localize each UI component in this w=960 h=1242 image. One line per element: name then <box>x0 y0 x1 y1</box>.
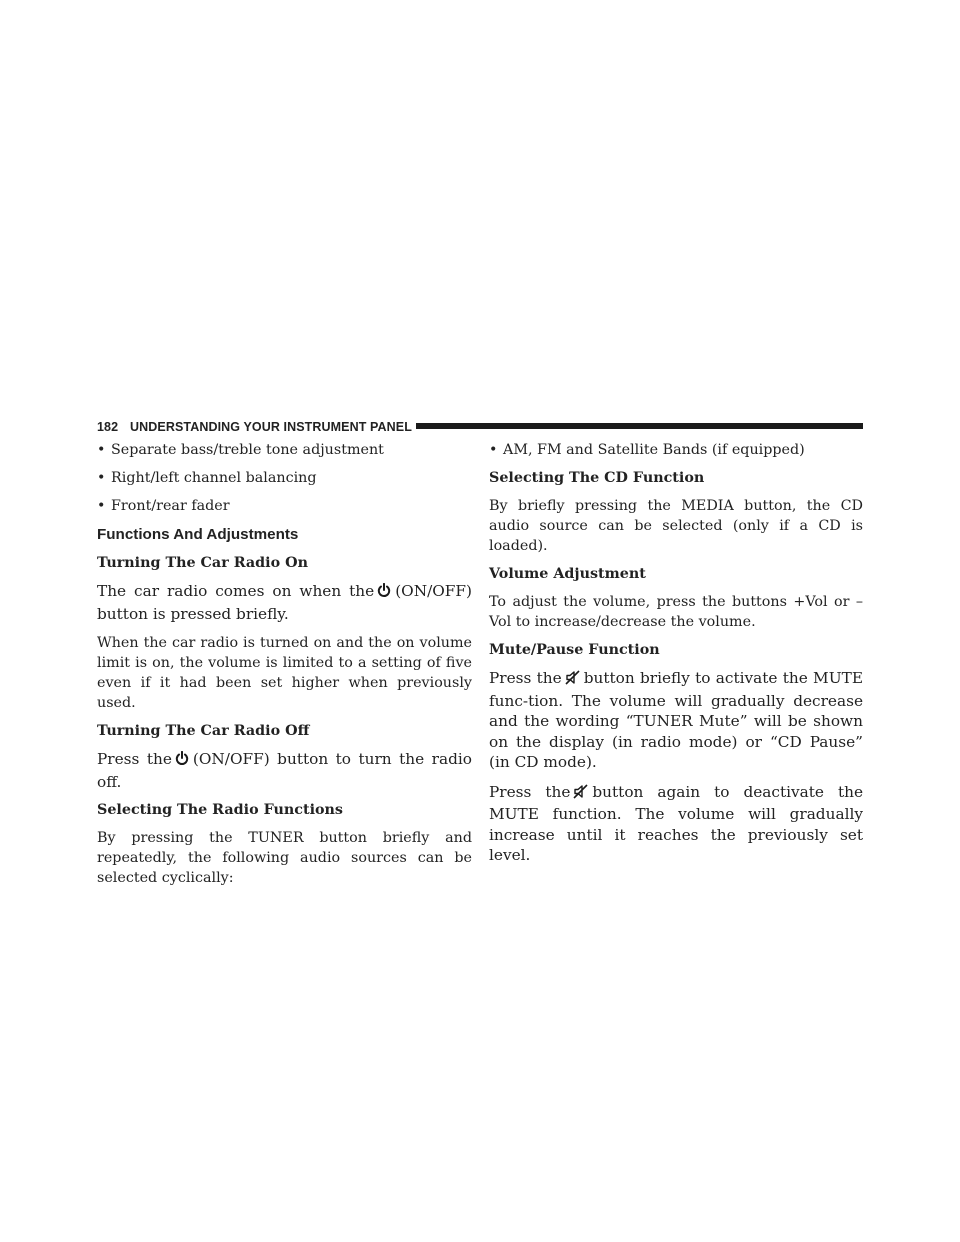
mute-text-before: Press the <box>489 669 562 687</box>
turn-on-volume-paragraph: When the car radio is turned on and the on volume limit is on, the volume is limited to a setting of five even if it had been set higher when previously used. <box>97 635 472 711</box>
cd-heading: Selecting The CD Function <box>489 470 705 486</box>
turn-on-text-after: (ON/OFF) button is pressed briefly. <box>97 582 472 623</box>
header-title: UNDERSTANDING YOUR INSTRUMENT PANEL <box>130 420 412 434</box>
turn-off-text-before: Press the <box>97 750 172 768</box>
volume-heading: Volume Adjustment <box>489 566 646 582</box>
right-column <box>489 441 863 875</box>
list-item <box>97 469 472 488</box>
list-item-text: AM, FM and Satellite Bands (if equipped) <box>503 442 805 458</box>
radio-functions-paragraph: By pressing the TUNER button briefly and repeatedly, the following audio sources can be selected cyclically: <box>97 830 472 886</box>
page-number: 182 <box>97 420 119 434</box>
volume-paragraph: To adjust the volume, press the buttons +Vol or –Vol to increase/decrease the volume. <box>489 594 863 630</box>
power-icon <box>175 751 189 772</box>
mute-text-after: button briefly to activate the MUTE func-tion. The volume will gradually decrease and the wording “TUNER Mute” will be shown on the display (in radio mode) or “CD Pause” (in CD mode). <box>489 669 863 771</box>
turn-off-heading: Turning The Car Radio Off <box>97 723 310 739</box>
section-heading: Functions And Adjustments <box>97 526 299 543</box>
list-item-text: Right/left channel balancing <box>111 470 317 486</box>
cd-paragraph: By briefly pressing the MEDIA button, the CD audio source can be selected (only if a CD is loaded). <box>489 498 863 554</box>
page-header <box>97 418 863 436</box>
turn-off-text-after: (ON/OFF) button to turn the radio off. <box>97 750 472 791</box>
list-item-text: Separate bass/treble tone adjustment <box>111 442 384 458</box>
mute-icon <box>565 670 580 691</box>
bullet-dot: • <box>97 442 106 458</box>
bullet-dot: • <box>489 442 498 458</box>
list-item <box>97 497 472 516</box>
unmute-text-before: Press the <box>489 782 571 801</box>
turn-on-heading: Turning The Car Radio On <box>97 555 308 571</box>
header-rule <box>416 423 863 429</box>
unmute-text-after: button again to deactivate the MUTE function. The volume will gradually increase until it reaches the previously set level. <box>489 782 863 864</box>
power-icon <box>377 583 391 604</box>
mute-paragraph <box>489 668 863 773</box>
turn-on-text-before: The car radio comes on when the <box>97 582 375 600</box>
unmute-paragraph <box>489 782 863 866</box>
radio-functions-heading: Selecting The Radio Functions <box>97 802 343 818</box>
list-item-text: Front/rear fader <box>111 498 230 514</box>
bullet-dot: • <box>97 498 106 514</box>
turn-off-paragraph <box>97 749 472 792</box>
turn-on-paragraph <box>97 581 472 624</box>
list-item <box>97 441 472 460</box>
mute-icon <box>573 784 588 805</box>
list-item <box>489 441 863 460</box>
bullet-dot: • <box>97 470 106 486</box>
mute-heading: Mute/Pause Function <box>489 642 660 658</box>
left-column <box>97 441 472 897</box>
